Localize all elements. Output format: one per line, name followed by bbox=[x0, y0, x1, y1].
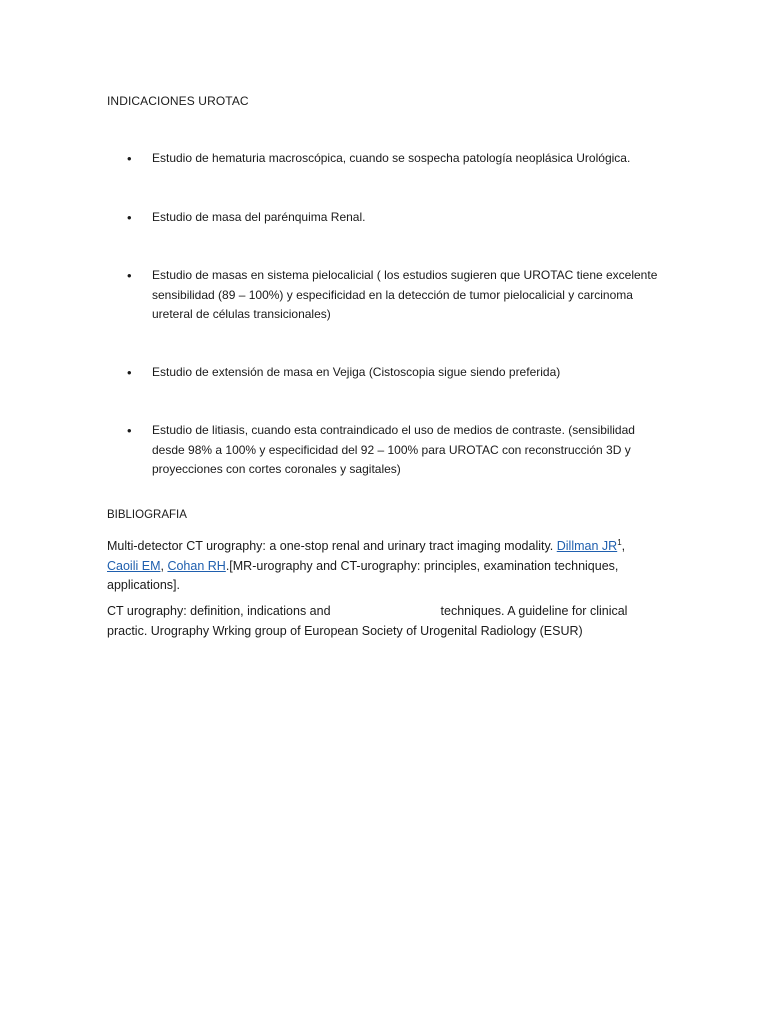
reference-text: CT urography: definition, indications and bbox=[107, 604, 331, 618]
list-item-text: Estudio de hematuria macroscópica, cuando se sospecha patología neoplásica Urológica. bbox=[152, 151, 631, 165]
bullet-icon: • bbox=[127, 268, 132, 283]
reference-entry bbox=[107, 602, 652, 641]
author-affiliation-sup: 1 bbox=[617, 537, 622, 547]
author-separator: , bbox=[621, 539, 626, 553]
list-item bbox=[127, 208, 667, 228]
author-link-dillman[interactable]: Dillman JR bbox=[556, 539, 618, 553]
bullet-icon: • bbox=[127, 151, 132, 166]
author-link-cohan[interactable]: Cohan RH bbox=[167, 558, 226, 573]
section-heading: INDICACIONES UROTAC bbox=[107, 94, 249, 108]
list-item bbox=[127, 363, 667, 383]
bullet-icon: • bbox=[127, 423, 132, 438]
reference-tail: .[MR-urography and CT-urography: principles, examination techniques, applications]. bbox=[107, 558, 619, 592]
list-item bbox=[127, 266, 667, 325]
reference-entry bbox=[107, 537, 652, 596]
list-item bbox=[127, 421, 667, 480]
list-item-text: Estudio de masas en sistema pielocalicial ( los estudios sugieren que UROTAC tiene excelente sensibilidad (89 – 100%) y especificidad en la detección de tumor pielocalicial y carcinoma ureteral de células transicionales) bbox=[152, 268, 658, 321]
author-link-caoili[interactable]: Caoili EM bbox=[107, 558, 161, 573]
list-item bbox=[127, 149, 667, 169]
bibliography-heading: BIBLIOGRAFIA bbox=[107, 509, 187, 521]
author-separator: , bbox=[160, 558, 168, 573]
list-item-text: Estudio de litiasis, cuando esta contraindicado el uso de medios de contraste. (sensibilidad desde 98% a 100% y especificidad del 92 – 100% para UROTAC con reconstrucción 3D y proyecciones con cortes coronales y sagitales) bbox=[152, 423, 635, 476]
list-item-text: Estudio de extensión de masa en Vejiga (Cistoscopia sigue siendo preferida) bbox=[152, 365, 561, 379]
bullet-icon: • bbox=[127, 365, 132, 380]
bullet-icon: • bbox=[127, 210, 132, 225]
reference-text: techniques. A guideline for clinical practic. Urography Wrking group of European Society of Urogenital Radiology (ESUR) bbox=[107, 604, 628, 638]
list-item-text: Estudio de masa del parénquima Renal. bbox=[152, 210, 366, 224]
reference-title: Multi-detector CT urography: a one-stop renal and urinary tract imaging modality. bbox=[107, 539, 557, 553]
